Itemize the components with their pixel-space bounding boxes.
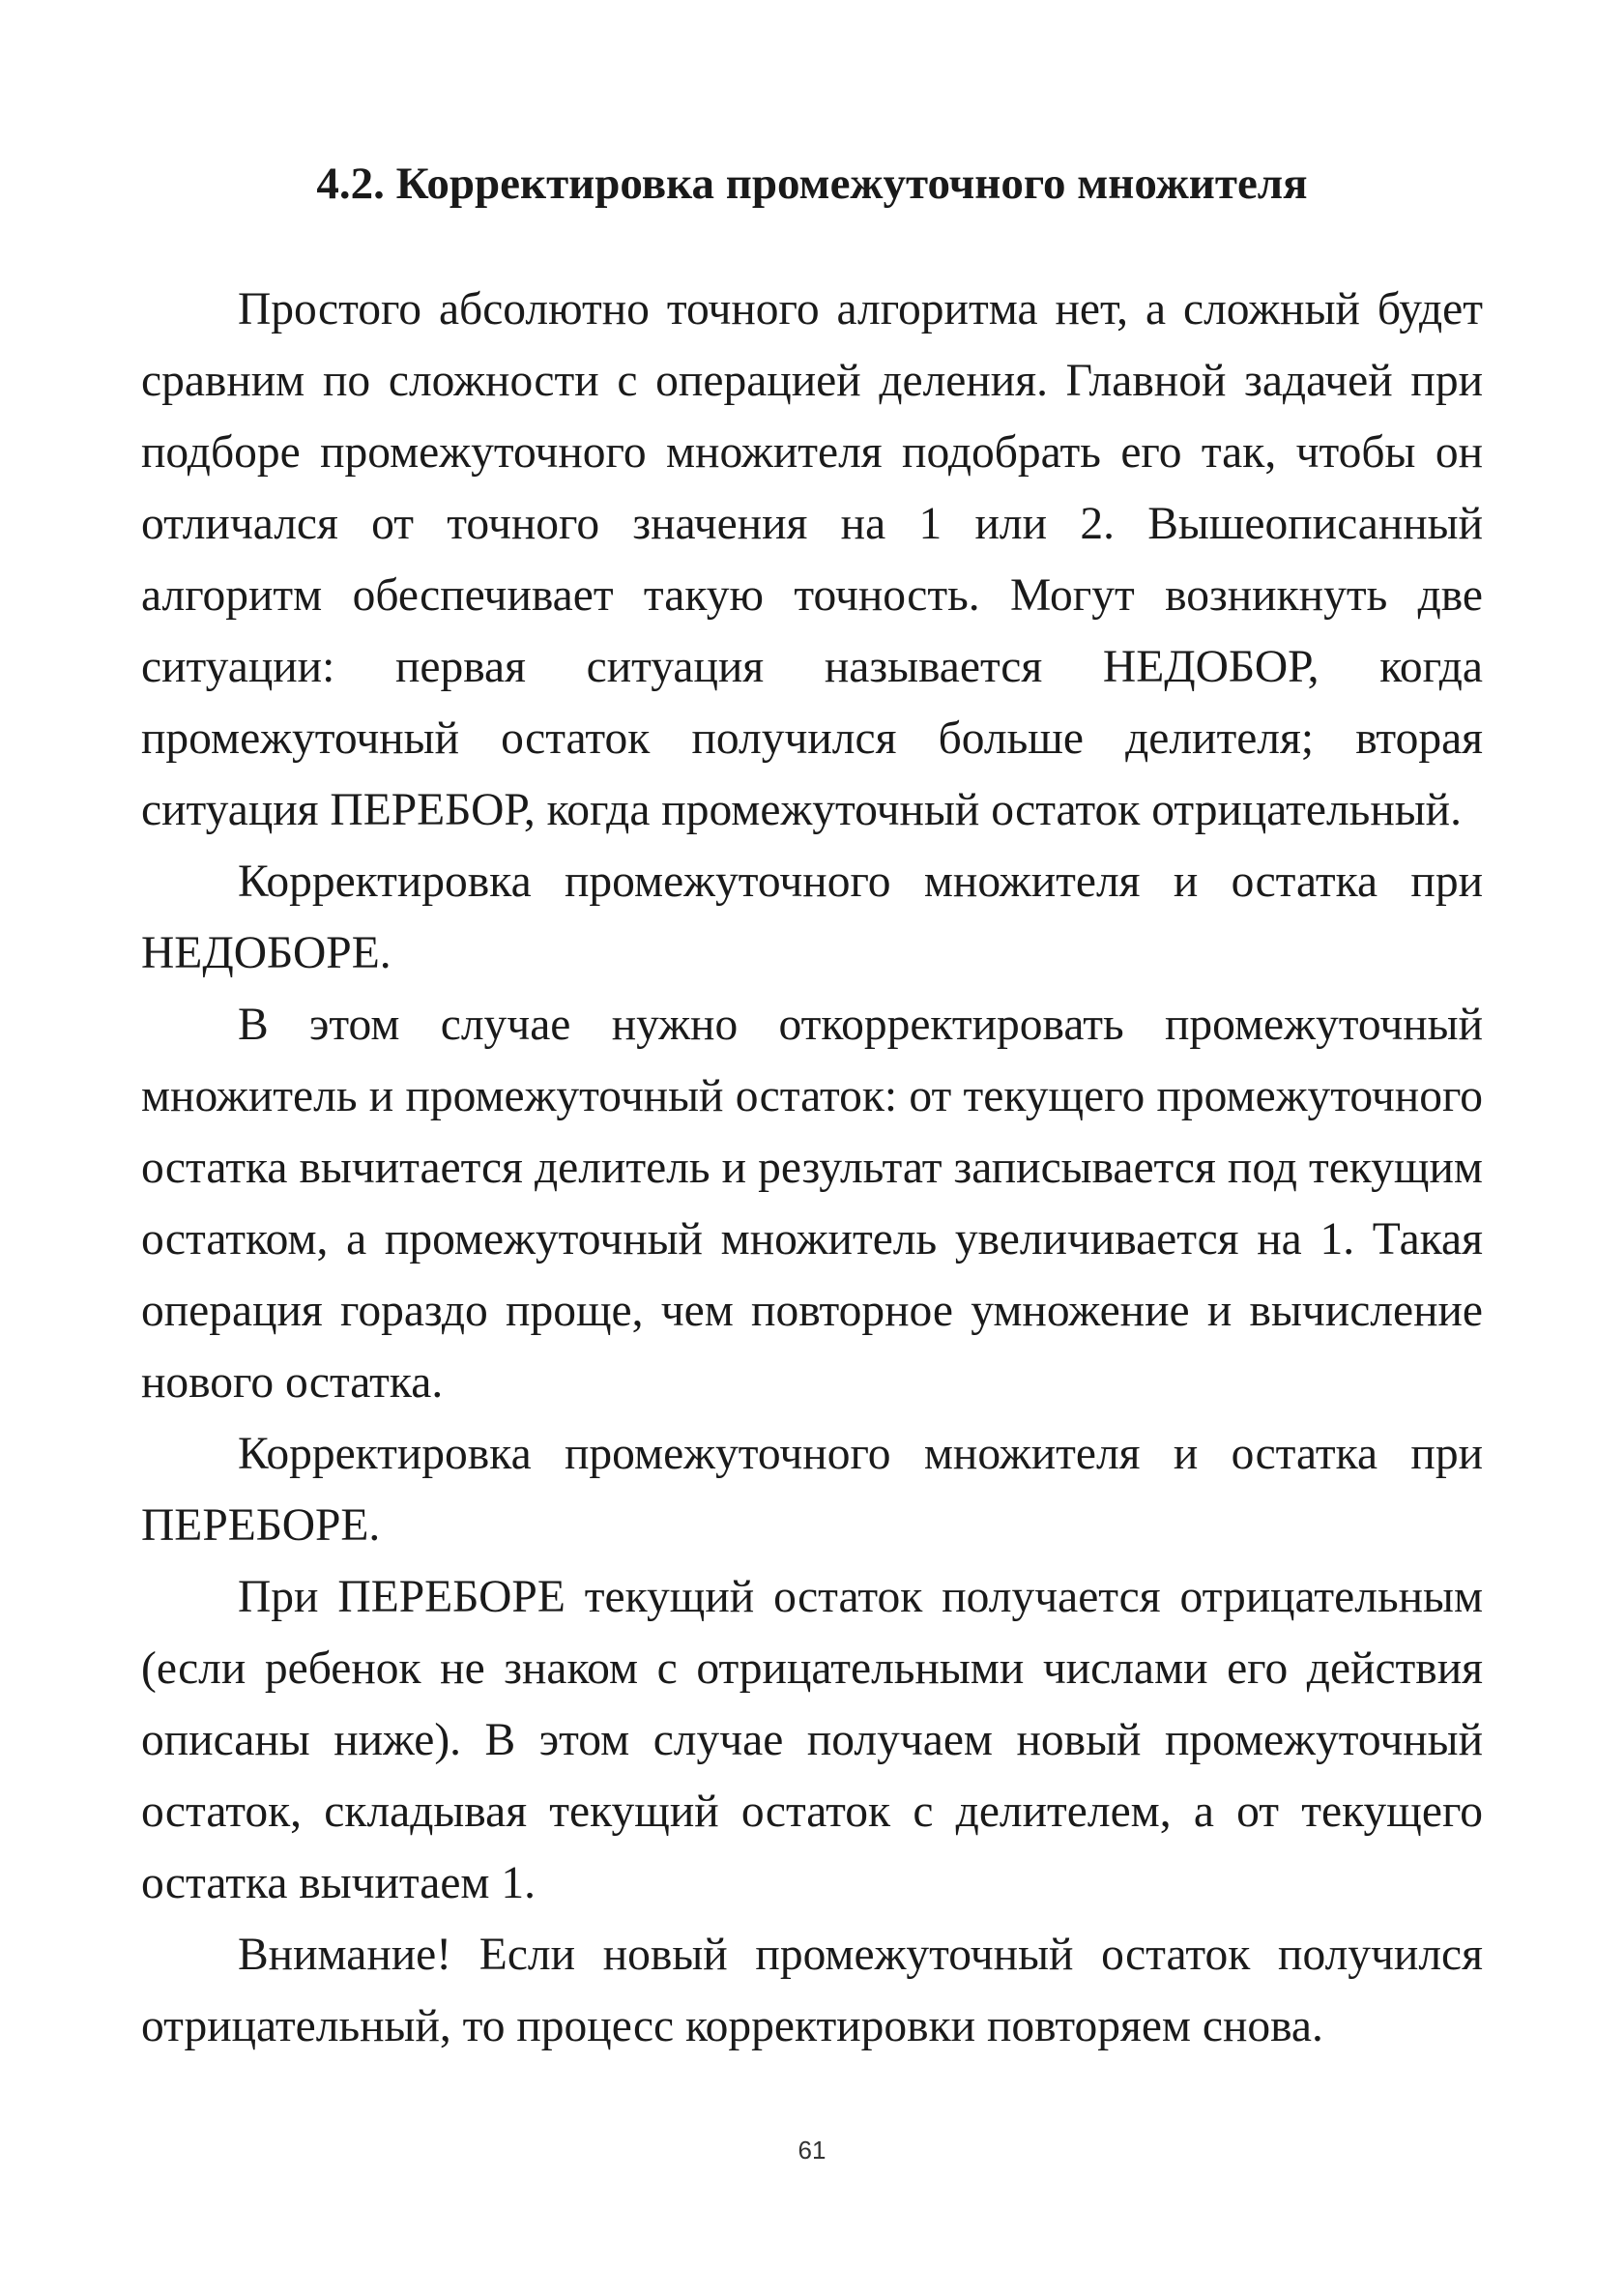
paragraph-intro: Простого абсолютно точного алгоритма нет, а сложный будет сравним по сложности с операцией деления. Главной задачей при подборе промежуточного множителя подобрать его так, чтобы он отличался от точного значения на 1 или 2. Вышеописанный алгоритм обеспечивает такую точность. Могут возникнуть две ситуации: первая ситуация называется НЕДОБОР, когда промежуточный остаток получился больше делителя; вторая ситуация ПЕРЕБОР, когда промежуточный остаток отрицательный. [141,284,1483,835]
paragraph-overflow-heading: Корректировка промежуточного множителя и остатка при ПЕРЕБОРЕ. [141,1429,1483,1551]
paragraph-attention-note: Внимание! Если новый промежуточный остаток получился отрицательный, то процесс корректировки повторяем снова. [141,1930,1483,2051]
paragraph-overflow-description: При ПЕРЕБОРЕ текущий остаток получается отрицательным (если ребенок не знаком с отрицательными числами его действия описаны ниже). В этом случае получаем новый промежуточный остаток, складывая текущий остаток с делителем, а от текущего остатка вычитаем 1. [141,1572,1483,1908]
section-heading: 4.2. Корректировка промежуточного множителя [316,159,1308,209]
paragraph-underflow-description: В этом случае нужно откорректировать промежуточный множитель и промежуточный остаток: от текущего промежуточного остатка вычитается делитель и результат записывается под текущим остатком, а промежуточный множитель увеличивается на 1. Такая операция гораздо проще, чем повторное умножение и вычисление нового остатка. [141,1000,1483,1408]
page-number: 61 [798,2136,826,2165]
paragraph-underflow-heading: Корректировка промежуточного множителя и остатка при НЕДОБОРЕ. [141,857,1483,978]
body-text [141,274,1483,2062]
